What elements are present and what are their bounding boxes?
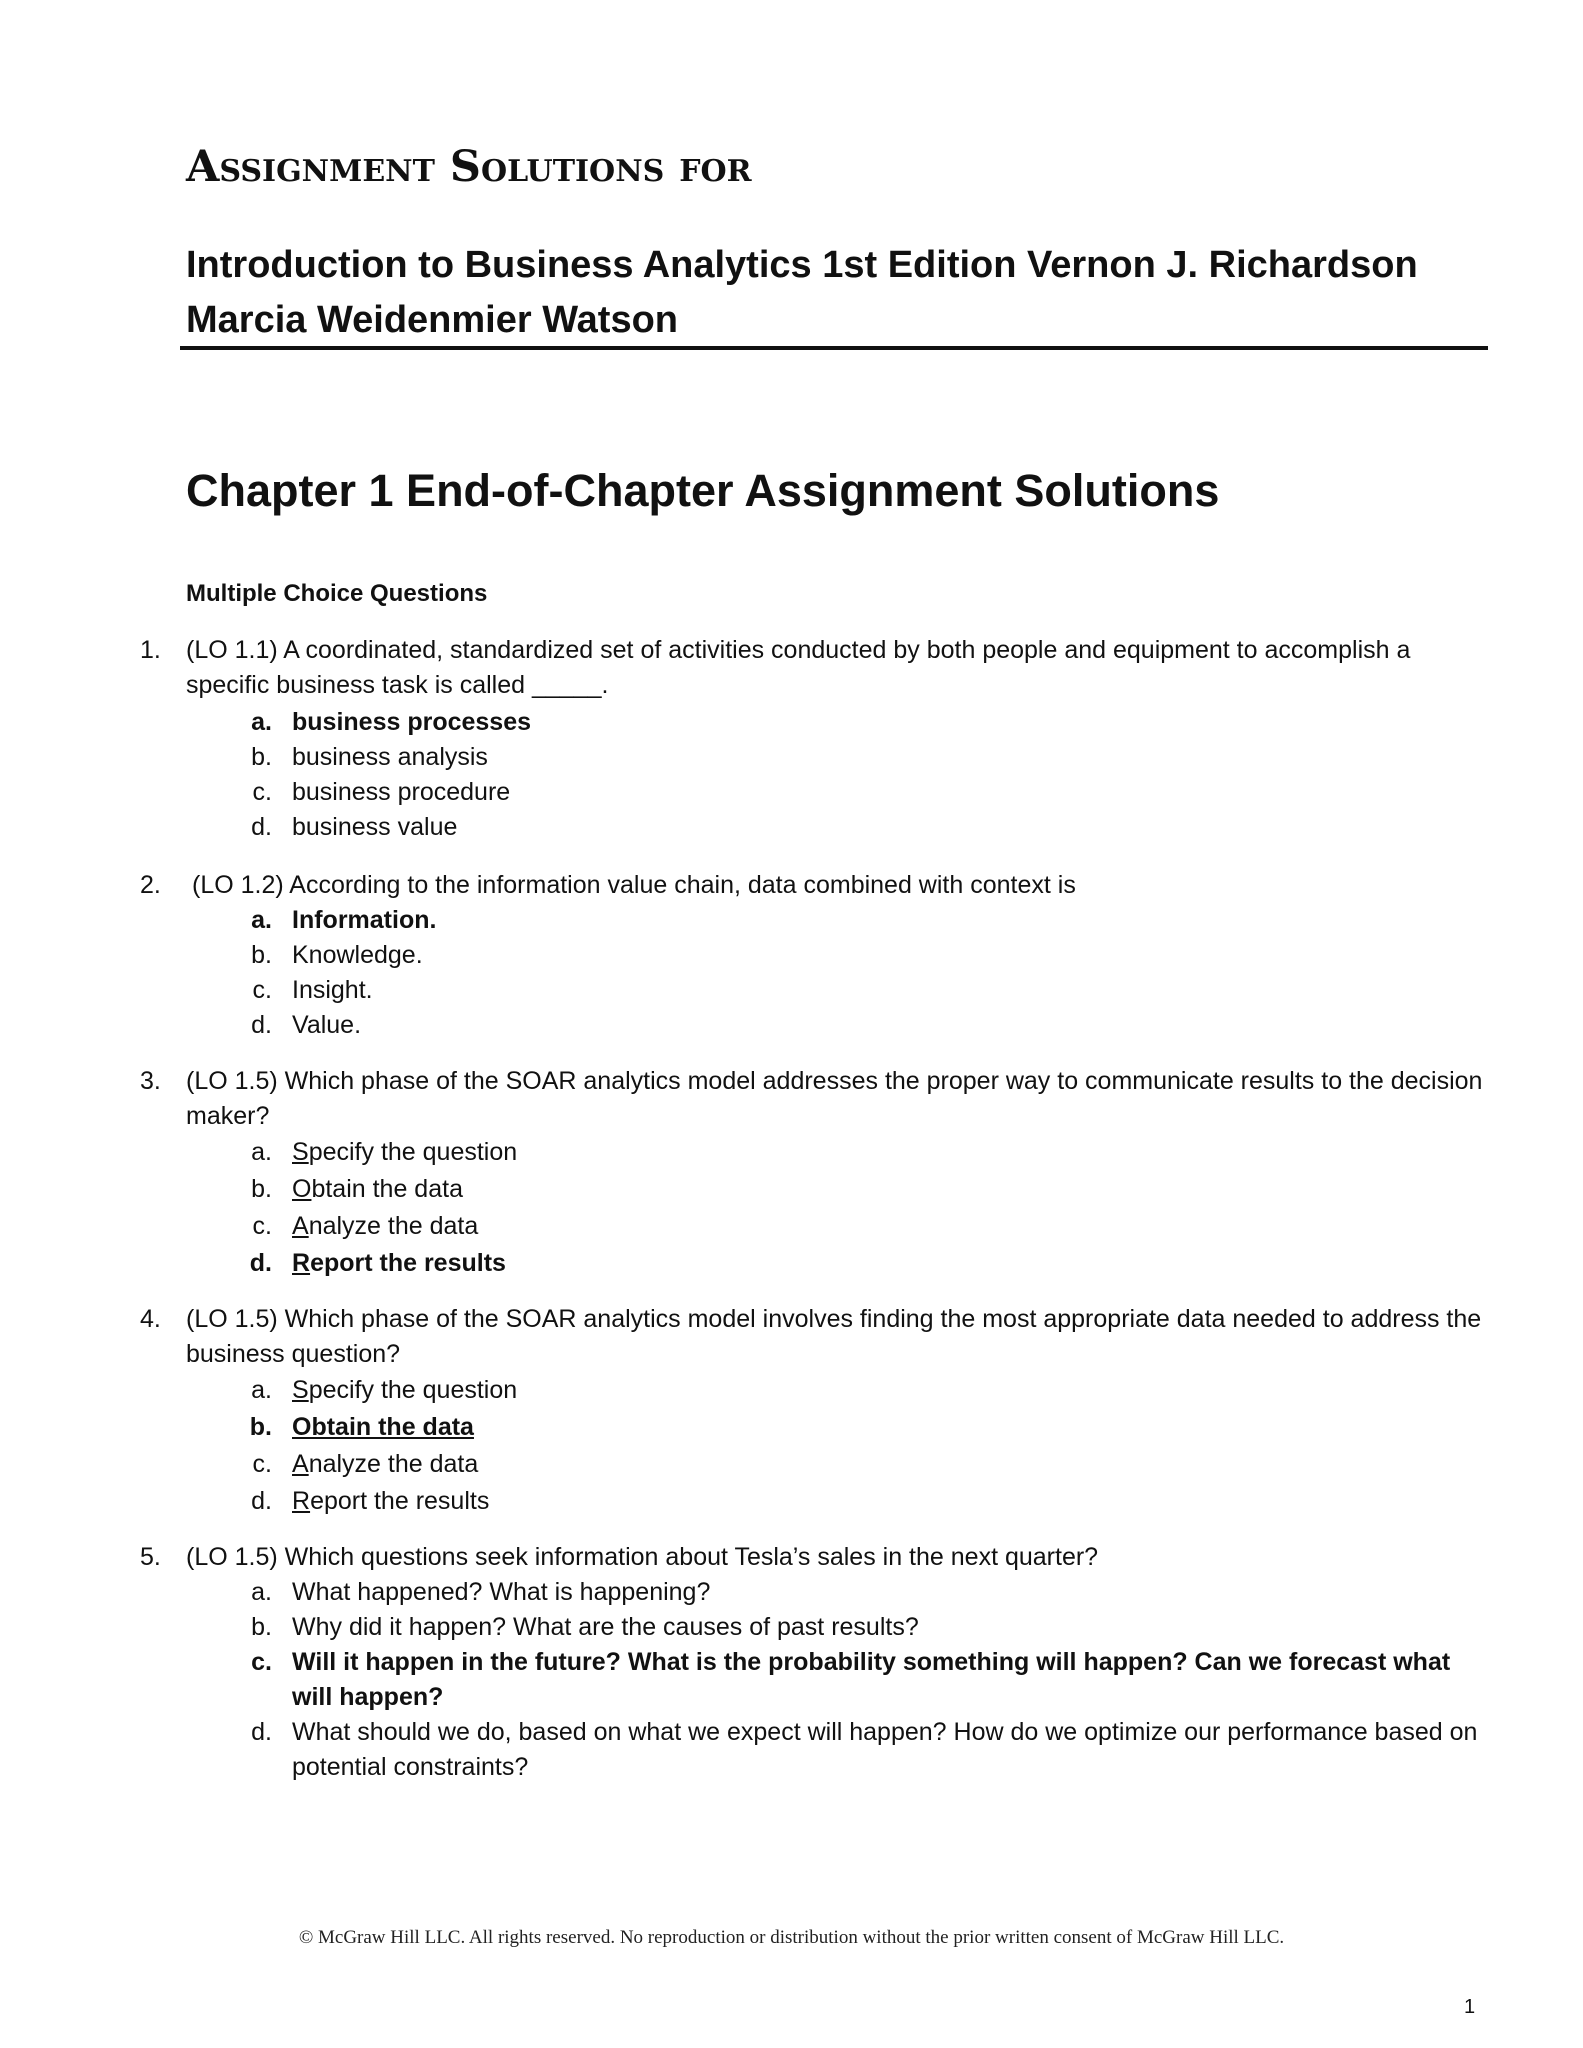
question-number: 5. <box>140 1543 161 1571</box>
answer-option: c. Analyze the data <box>252 1450 479 1478</box>
answer-option: b. Knowledge. <box>251 941 423 969</box>
answer-option: d. business value <box>251 813 458 841</box>
banner-heading: Assignment Solutions for <box>186 142 752 192</box>
question-text: (LO 1.5) Which phase of the SOAR analytics model addresses the proper way to communicate results to the decision maker? <box>186 1067 1483 1130</box>
answer-option: a. Specify the question <box>251 1138 518 1166</box>
title-divider <box>180 346 1488 350</box>
question-1-options <box>232 705 1492 845</box>
question-text: (LO 1.5) Which questions seek information about Tesla’s sales in the next quarter? <box>186 1543 1099 1571</box>
question-number: 3. <box>140 1067 161 1095</box>
answer-option: b. Obtain the data <box>251 1175 463 1203</box>
section-title: Multiple Choice Questions <box>186 580 488 607</box>
answer-option: d. Value. <box>251 1011 362 1039</box>
book-title: Introduction to Business Analytics 1st Edition Vernon J. Richardson Marcia Weidenmier Watson <box>186 244 1418 341</box>
question-2-options <box>232 903 1492 1043</box>
question-4-options <box>232 1372 1492 1520</box>
answer-option-correct: a. Information. <box>251 906 437 934</box>
question-text: (LO 1.5) Which phase of the SOAR analytics model involves finding the most appropriate data needed to address the business question? <box>186 1305 1482 1368</box>
question-3-options <box>232 1134 1492 1282</box>
answer-option: d. Report the results <box>251 1487 490 1515</box>
page-number: 1 <box>1464 1996 1476 2018</box>
answer-option: b. Why did it happen? What are the causes of past results? <box>251 1613 919 1641</box>
answer-option-correct: c. Will it happen in the future? What is the probability something will happen? Can we forecast what will happen? <box>251 1648 1451 1711</box>
answer-option: d. What should we do, based on what we expect will happen? How do we optimize our performance based on potential constraints? <box>251 1718 1478 1781</box>
question-5-options <box>232 1575 1492 1785</box>
question-number: 2. <box>140 871 161 899</box>
answer-option: c. business procedure <box>252 778 511 806</box>
copyright-footer: © McGraw Hill LLC. All rights reserved. No reproduction or distribution without the prior written consent of McGraw Hill LLC. <box>298 1927 1285 1948</box>
question-number: 1. <box>140 636 161 664</box>
answer-option-correct: a. business processes <box>251 708 532 736</box>
answer-option: a. Specify the question <box>251 1376 518 1404</box>
answer-option-correct: b. Obtain the data <box>249 1413 474 1441</box>
chapter-title: Chapter 1 End-of-Chapter Assignment Solutions <box>186 465 1220 516</box>
question-number: 4. <box>140 1305 161 1333</box>
question-text: (LO 1.1) A coordinated, standardized set of activities conducted by both people and equipment to accomplish a specific business task is called _____. <box>186 636 1411 699</box>
answer-option: c. Insight. <box>252 976 373 1004</box>
answer-option: a. What happened? What is happening? <box>251 1578 711 1606</box>
answer-option: b. business analysis <box>251 743 488 771</box>
answer-option-correct: d. Report the results <box>249 1249 506 1277</box>
question-text: (LO 1.2) According to the information value chain, data combined with context is <box>192 871 1076 899</box>
answer-option: c. Analyze the data <box>252 1212 479 1240</box>
